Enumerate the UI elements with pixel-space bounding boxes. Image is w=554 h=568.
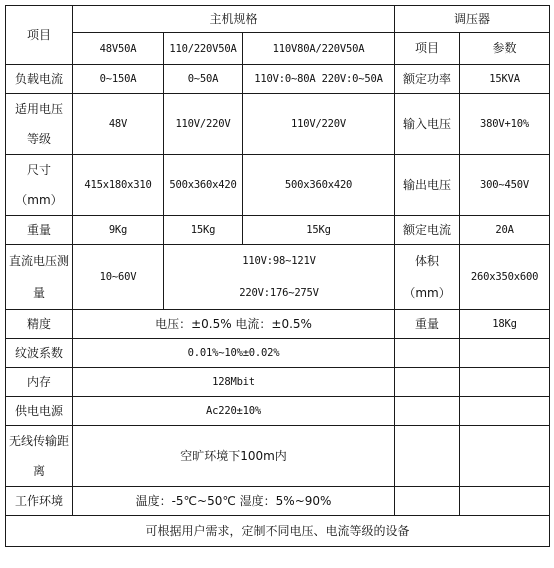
spec-table <box>5 5 550 547</box>
table-row <box>6 310 550 339</box>
cell-value: 128Mbit <box>73 368 395 397</box>
cell-value: 0~150A <box>73 65 164 94</box>
empty-cell <box>395 487 460 516</box>
value-line: 110V:98~121V <box>242 255 316 267</box>
reg-param-header: 参数 <box>460 33 550 65</box>
row-label <box>6 155 73 216</box>
table-row <box>6 155 550 216</box>
header-host-spec: 主机规格 <box>73 6 395 33</box>
row-label: 重量 <box>6 216 73 245</box>
reg-value: 18Kg <box>460 310 550 339</box>
row-label <box>6 426 73 487</box>
row-label <box>6 94 73 155</box>
row-label-line: 直流电压测 <box>8 254 69 268</box>
cell-value: 15Kg <box>243 216 395 245</box>
row-label-line: 尺寸 <box>26 163 51 177</box>
cell-value: Ac220±10% <box>73 397 395 426</box>
table-row <box>6 94 550 155</box>
row-label <box>6 245 73 310</box>
reg-value: 15KVA <box>460 65 550 94</box>
model-48v50a: 48V50A <box>73 33 164 65</box>
reg-item: 额定电流 <box>395 216 460 245</box>
reg-value: 300~450V <box>460 155 550 216</box>
header-item-cell: 项目 <box>6 6 73 65</box>
reg-item-line: （mm） <box>403 286 451 300</box>
footer-row <box>6 516 550 547</box>
empty-cell <box>460 426 550 487</box>
row-label-line: 离 <box>32 464 45 478</box>
reg-item: 重量 <box>395 310 460 339</box>
table-row <box>6 339 550 368</box>
row-label-line: 量 <box>32 286 45 300</box>
row-label: 工作环境 <box>6 487 73 516</box>
table-row <box>6 65 550 94</box>
cell-value: 15Kg <box>164 216 243 245</box>
cell-value: 温度：-5℃~50℃ 湿度：5%~90% <box>73 487 395 516</box>
reg-item <box>395 245 460 310</box>
reg-item-line: 体积 <box>415 254 440 268</box>
header-row <box>6 6 550 33</box>
cell-value: 0~50A <box>164 65 243 94</box>
empty-cell <box>395 426 460 487</box>
row-label: 供电电源 <box>6 397 73 426</box>
footer-note: 可根据用户需求，定制不同电压、电流等级的设备 <box>6 516 550 547</box>
row-label-line: （mm） <box>15 193 63 207</box>
row-label: 内存 <box>6 368 73 397</box>
model-110-220v50a: 110/220V50A <box>164 33 243 65</box>
row-label-line: 适用电压 <box>14 102 63 116</box>
empty-cell <box>460 339 550 368</box>
value-line: 220V:176~275V <box>239 287 319 299</box>
table-row <box>6 245 550 310</box>
reg-item-header: 项目 <box>395 33 460 65</box>
row-label: 精度 <box>6 310 73 339</box>
table-row <box>6 368 550 397</box>
cell-value: 电压：±0.5% 电流：±0.5% <box>73 310 395 339</box>
cell-value: 415x180x310 <box>73 155 164 216</box>
row-label: 纹波系数 <box>6 339 73 368</box>
cell-value: 48V <box>73 94 164 155</box>
cell-value: 110V:0~80A 220V:0~50A <box>243 65 395 94</box>
empty-cell <box>460 397 550 426</box>
cell-value: 500x360x420 <box>164 155 243 216</box>
reg-value: 20A <box>460 216 550 245</box>
model-110v80a-220v50a: 110V80A/220V50A <box>243 33 395 65</box>
reg-item: 额定功率 <box>395 65 460 94</box>
cell-value: 空旷环境下100m内 <box>73 426 395 487</box>
empty-cell <box>395 339 460 368</box>
cell-value: 110V/220V <box>164 94 243 155</box>
table-row <box>6 216 550 245</box>
model-row <box>6 33 550 65</box>
empty-cell <box>395 397 460 426</box>
table-row <box>6 426 550 487</box>
reg-value: 380V+10% <box>460 94 550 155</box>
reg-item: 输出电压 <box>395 155 460 216</box>
cell-value: 0.01%~10%±0.02% <box>73 339 395 368</box>
row-label-line: 等级 <box>26 132 51 146</box>
empty-cell <box>460 487 550 516</box>
cell-value <box>164 245 395 310</box>
cell-value: 500x360x420 <box>243 155 395 216</box>
cell-value: 110V/220V <box>243 94 395 155</box>
table-row <box>6 397 550 426</box>
row-label-line: 无线传输距 <box>8 434 69 448</box>
cell-value: 10~60V <box>73 245 164 310</box>
cell-value: 9Kg <box>73 216 164 245</box>
reg-value: 260x350x600 <box>460 245 550 310</box>
header-regulator: 调压器 <box>395 6 550 33</box>
table-row <box>6 487 550 516</box>
empty-cell <box>395 368 460 397</box>
empty-cell <box>460 368 550 397</box>
reg-item: 输入电压 <box>395 94 460 155</box>
row-label: 负载电流 <box>6 65 73 94</box>
